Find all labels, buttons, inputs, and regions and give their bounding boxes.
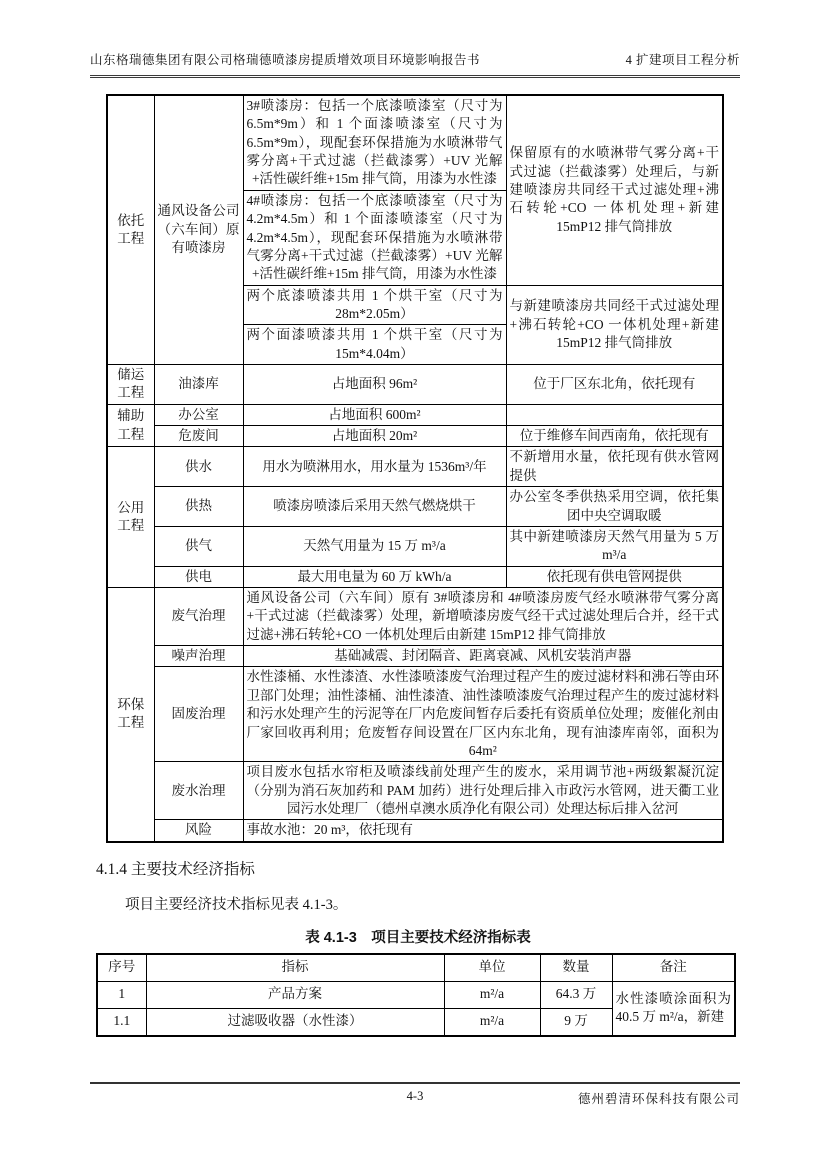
cell-gas-supply-remark: 其中新建喷漆房天然气用量为 5 万 m³/a xyxy=(506,526,723,566)
cell-paint-warehouse: 油漆库 xyxy=(154,365,243,405)
cell-heat-supply: 供热 xyxy=(154,487,243,527)
cell-heat-supply-remark: 办公室冬季供热采用空调，依托集团中央空调取暖 xyxy=(506,487,723,527)
cell-waste-water-treatment: 废水治理 xyxy=(154,762,243,820)
section-heading: 4.1.4 主要技术经济指标 xyxy=(96,860,255,878)
cell-hazwaste-room-remark: 位于维修车间西南角，依托现有 xyxy=(506,426,723,447)
table-row xyxy=(107,646,723,667)
table-row xyxy=(107,820,723,842)
cell-dryroom1-desc: 两个底漆喷漆共用 1 个烘干室（尺寸为 28m*2.05m） xyxy=(243,285,506,325)
table-row xyxy=(107,487,723,527)
group-label-auxiliary-works: 辅助工程 xyxy=(107,404,154,447)
cell-row2-indicator: 过滤吸收器（水性漆） xyxy=(146,1008,444,1036)
project-composition-table xyxy=(106,94,724,843)
cell-dryroom-remark: 与新建喷漆房共同经干式过滤处理+沸石转轮+CO 一体机处理+新建 15mP12 排气筒排放 xyxy=(506,285,723,364)
table-row xyxy=(107,762,723,820)
table-row xyxy=(97,981,735,1008)
section-paragraph: 项目主要经济技术指标见表 4.1-3。 xyxy=(125,896,348,913)
cell-risk-desc: 事故水池：20 m³，依托现有 xyxy=(243,820,723,842)
group-label-environmental-works: 环保工程 xyxy=(107,587,154,841)
table-header-row xyxy=(97,954,735,982)
cell-row1-no: 1 xyxy=(97,981,146,1008)
col-header-unit: 单位 xyxy=(444,954,540,982)
cell-paint-warehouse-area: 占地面积 96m² xyxy=(243,365,506,405)
cell-hazwaste-room-area: 占地面积 20m² xyxy=(243,426,506,447)
cell-row1-unit: m²/a xyxy=(444,981,540,1008)
table-row xyxy=(107,95,723,190)
page-number: 4-3 xyxy=(406,1089,424,1103)
table-row xyxy=(107,667,723,762)
cell-row2-no: 1.1 xyxy=(97,1008,146,1036)
cell-merged-remark: 水性漆喷涂面积为 40.5 万 m²/a，新建 xyxy=(612,981,735,1036)
cell-waste-gas-treatment: 废气治理 xyxy=(154,587,243,645)
cell-water-supply: 供水 xyxy=(154,447,243,487)
cell-booth-remark: 保留原有的水喷淋带气雾分离+干式过滤（拦截漆雾）处理后，与新建喷漆房共同经干式过滤处理+沸石转轮+CO 一体机处理+新建 15mP12 排气筒排放 xyxy=(506,95,723,285)
col-header-quantity: 数量 xyxy=(540,954,612,982)
table-row xyxy=(107,447,723,487)
cell-paint-warehouse-remark: 位于厂区东北角，依托现有 xyxy=(506,365,723,405)
cell-gas-supply: 供气 xyxy=(154,526,243,566)
cell-dryroom2-desc: 两个面漆喷漆共用 1 个烘干室（尺寸为 15m*4.04m） xyxy=(243,325,506,365)
cell-risk: 风险 xyxy=(154,820,243,842)
cell-hazwaste-room: 危废间 xyxy=(154,426,243,447)
group-label-public-works: 公用工程 xyxy=(107,447,154,588)
header-report-title: 山东格瑞德集团有限公司格瑞德喷漆房提质增效项目环境影响报告书 xyxy=(90,53,481,67)
cell-office: 办公室 xyxy=(154,404,243,425)
table-row xyxy=(107,566,723,587)
table-row xyxy=(107,365,723,405)
cell-solid-waste-treatment-desc: 水性漆桶、水性漆渣、水性漆喷漆废气治理过程产生的废过滤材料和沸石等由环卫部门处理；油性漆桶、油性漆渣、油性漆喷漆废气治理过程产生的废过滤材料和污水处理产生的污泥等在厂内危废间暂存后委托有资质单位处理；废催化剂由厂家回收再利用；危废暂存间设置在厂区内东北角，现有油漆库南邻，面积为 64m² xyxy=(243,667,723,762)
cell-water-supply-remark: 不新增用水量，依托现有供水管网提供 xyxy=(506,447,723,487)
group-label-storage-works: 储运工程 xyxy=(107,365,154,405)
header-chapter-title: 4 扩建项目工程分析 xyxy=(625,53,740,67)
table-caption: 表 4.1-3 项目主要技术经济指标表 xyxy=(305,929,531,946)
table-row xyxy=(107,587,723,645)
cell-row1-quantity: 64.3 万 xyxy=(540,981,612,1008)
page-header xyxy=(90,50,740,78)
cell-power-supply-remark: 依托现有供电管网提供 xyxy=(506,566,723,587)
cell-office-remark xyxy=(506,404,723,425)
page-footer xyxy=(90,1082,740,1107)
page-body xyxy=(96,94,740,1037)
col-header-indicator: 指标 xyxy=(146,954,444,982)
cell-original-paint-rooms: 通风设备公司（六车间）原有喷漆房 xyxy=(154,95,243,365)
table-row xyxy=(107,404,723,425)
cell-waste-water-treatment-desc: 项目废水包括水帘柜及喷漆线前处理产生的废水，采用调节池+两级絮凝沉淀（分别为消石灰加药和 PAM 加药）进行处理后排入市政污水管网，进天衢工业园污水处理厂（德州卓澳水质净化有限公司）处理达标后排入岔河 xyxy=(243,762,723,820)
cell-row2-unit: m²/a xyxy=(444,1008,540,1036)
cell-booth3-desc: 3#喷漆房：包括一个底漆喷漆室（尺寸为 6.5m*9m）和 1 个面漆喷漆室（尺寸为 6.5m*9m），现配套环保措施为水喷淋带气雾分离+干式过滤（拦截漆雾）+UV 光解+活性碳纤维+15m 排气筒，用漆为水性漆 xyxy=(243,95,506,190)
cell-heat-supply-desc: 喷漆房喷漆后采用天然气燃烧烘干 xyxy=(243,487,506,527)
col-header-remark: 备注 xyxy=(612,954,735,982)
cell-waste-gas-treatment-desc: 通风设备公司（六车间）原有 3#喷漆房和 4#喷漆房废气经水喷淋带气雾分离+干式过滤（拦截漆雾）处理，新增喷漆房废气经干式过滤处理后合并，经干式过滤+沸石转轮+CO 一体机处理后由新建 15mP12 排气筒排放 xyxy=(243,587,723,645)
cell-solid-waste-treatment: 固废治理 xyxy=(154,667,243,762)
footer-company-name: 德州碧清环保科技有限公司 xyxy=(577,1092,740,1106)
cell-row1-indicator: 产品方案 xyxy=(146,981,444,1008)
cell-row2-quantity: 9 万 xyxy=(540,1008,612,1036)
cell-office-area: 占地面积 600m² xyxy=(243,404,506,425)
cell-power-supply: 供电 xyxy=(154,566,243,587)
cell-gas-supply-desc: 天然气用量为 15 万 m³/a xyxy=(243,526,506,566)
cell-booth4-desc: 4#喷漆房：包括一个底漆喷漆室（尺寸为 4.2m*4.5m）和 1 个面漆喷漆室（尺寸为 4.2m*4.5m），现配套环保措施为水喷淋带气雾分离+干式过滤（拦截漆雾）+UV 光解+活性碳纤维+15m 排气筒，用漆为水性漆 xyxy=(243,190,506,285)
cell-noise-treatment: 噪声治理 xyxy=(154,646,243,667)
table-row xyxy=(107,526,723,566)
indicator-table xyxy=(96,953,736,1037)
group-label-supporting-works: 依托工程 xyxy=(107,95,154,365)
table-row xyxy=(107,426,723,447)
cell-power-supply-desc: 最大用电量为 60 万 kWh/a xyxy=(243,566,506,587)
cell-noise-treatment-desc: 基础减震、封闭隔音、距离衰减、风机安装消声器 xyxy=(243,646,723,667)
col-header-no: 序号 xyxy=(97,954,146,982)
cell-water-supply-desc: 用水为喷淋用水，用水量为 1536m³/年 xyxy=(243,447,506,487)
